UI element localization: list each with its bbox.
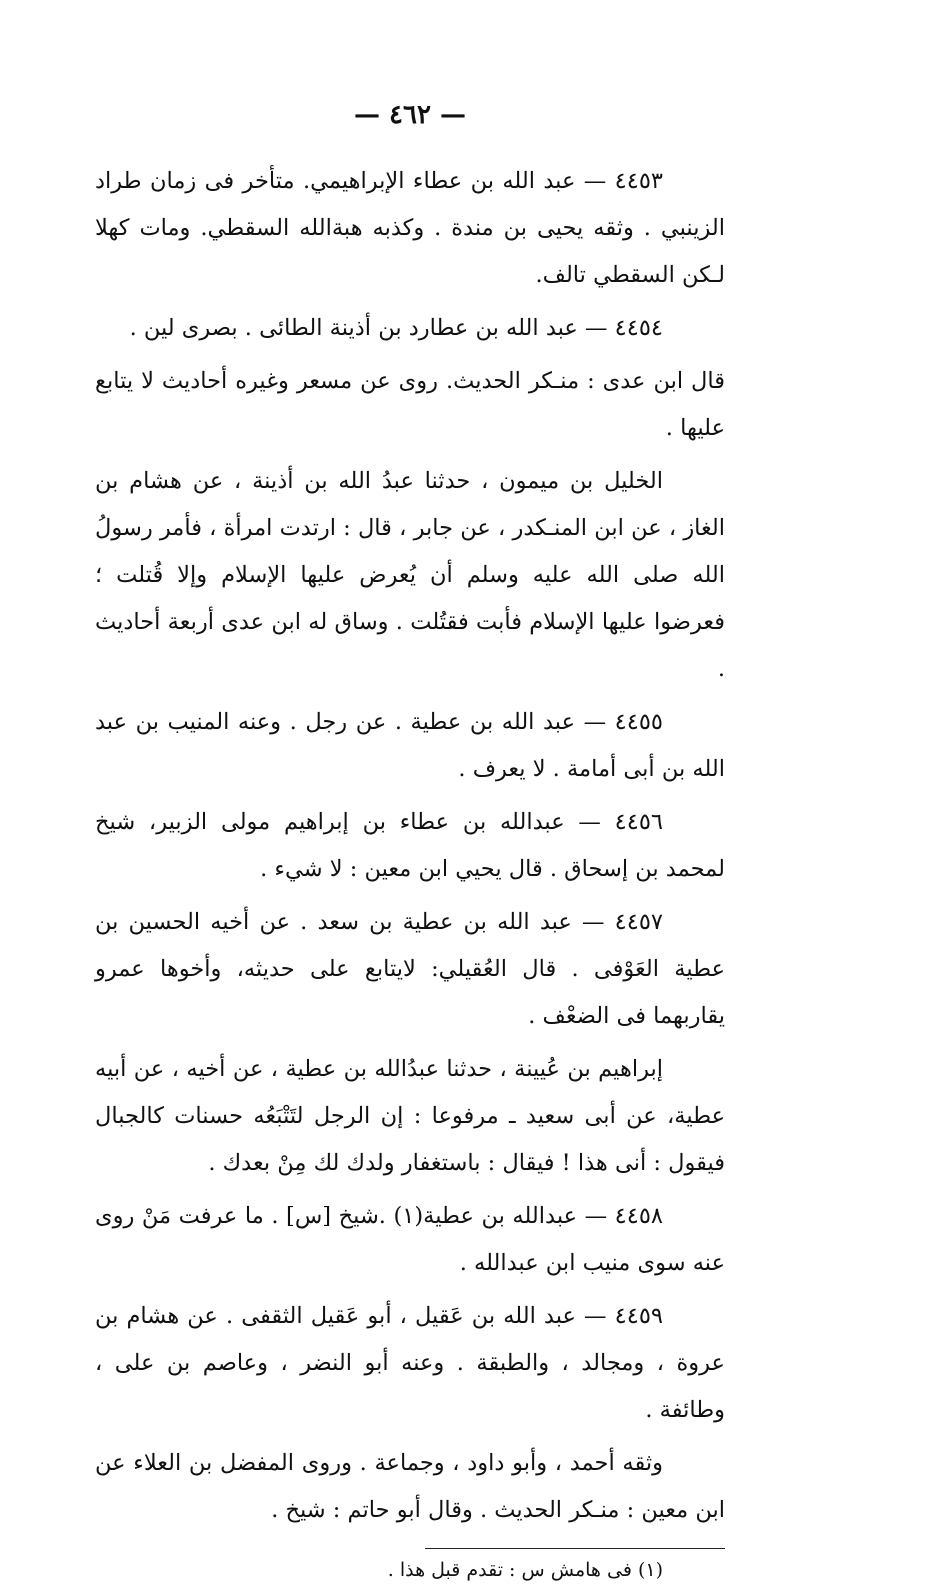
- body-text: [95, 158, 725, 1534]
- paragraph: الخليل بن ميمون ، حدثنا عبدُ الله بن أذينة ، عن هشام بن الغاز ، عن ابن المنـكدر ، عن جابر ، قال : ارتدت امرأة ، فأمر رسولُ الله صلى الله عليه وسلم أن يُعرض عليها الإسلام وإلا قُتلت ؛ فعرضوا عليها الإسلام فأبت فقتُلت . وساق له ابن عدى أربعة أحاديث .: [95, 468, 725, 682]
- paragraph: ٤٤٥٨ — عبدالله بن عطية(١) .شيخ [س] . ما عرفت مَنْ روى عنه سوى منيب ابن عبدالله .: [95, 1203, 725, 1276]
- footnote-divider: [425, 1548, 725, 1549]
- paragraph: ٤٤٥٧ — عبد الله بن عطية بن سعد . عن أخيه الحسين بن عطية العَوْفى . قال العُقيلي: لايتابع على حديثه، وأخوها عمرو يقاربهما فى الضعْف .: [95, 909, 725, 1029]
- paragraph: قال ابن عدى : منـكر الحديث. روى عن مسعر وغيره أحاديث لا يتابع عليها .: [95, 368, 725, 441]
- document-page: [95, 100, 725, 1581]
- paragraph: ٤٤٥٥ — عبد الله بن عطية . عن رجل . وعنه المنيب بن عبد الله بن أبى أمامة . لا يعرف .: [95, 709, 725, 782]
- paragraph: ٤٤٥٣ — عبد الله بن عطاء الإبراهيمي. متأخر فى زمان طراد الزينبي . وثقه يحيى بن مندة . وكذبه هبةالله السقطي. ومات كهلا لـكن السقطي تالف.: [95, 168, 725, 288]
- paragraph: إبراهيم بن عُيينة ، حدثنا عبدُالله بن عطية ، عن أخيه ، عن أبيه عطية، عن أبى سعيد ـ مرفوعا : إن الرجل لتَتْبَعُه حسنات كالجبال فيقول : أنى هذا ! فيقال : باستغفار ولدك لك مِنْ بعدك .: [95, 1056, 725, 1176]
- paragraph: ٤٤٥٦ — عبدالله بن عطاء بن إبراهيم مولى الزبير، شيخ لمحمد بن إسحاق . قال يحيي ابن معين : لا شيء .: [95, 809, 725, 882]
- paragraph: ٤٤٥٩ — عبد الله بن عَقيل ، أبو عَقيل الثقفى . عن هشام بن عروة ، ومجالد ، والطبقة . وعنه أبو النضر ، وعاصم بن على ، وطائفة .: [95, 1303, 725, 1423]
- paragraph: ٤٤٥٤ — عبد الله بن عطارد بن أذينة الطائى . بصرى لين .: [129, 315, 663, 341]
- footnote: (١) فى هامش س : تقدم قبل هذا .: [387, 1559, 663, 1581]
- page-number: — ٤٦٢ —: [353, 100, 467, 130]
- paragraph: وثقه أحمد ، وأبو داود ، وجماعة . وروى المفضل بن العلاء عن ابن معين : منـكر الحديث . وقال أبو حاتم : شيخ .: [95, 1450, 725, 1523]
